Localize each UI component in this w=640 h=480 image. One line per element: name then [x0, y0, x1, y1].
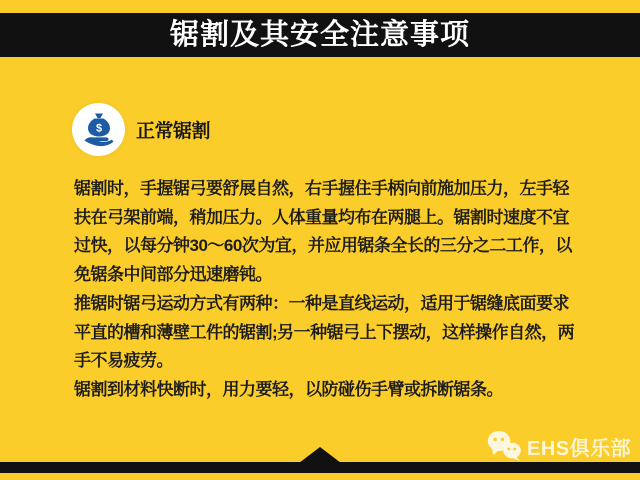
body-line: 平直的槽和薄壁工件的锯割;另一种锯弓上下摆动，这样操作自然，两 [74, 322, 575, 342]
brand-label: EHS俱乐部 [527, 437, 632, 460]
page-title: 锯割及其安全注意事项 [169, 19, 470, 51]
body-line: 锯割到材料快断时，用力要轻，以防碰伤手臂或拆断锯条。 [74, 379, 503, 399]
title-bar [0, 13, 640, 57]
up-triangle-pointer [299, 447, 341, 463]
section-header [72, 103, 210, 156]
wechat-icon [487, 430, 522, 462]
body-line: 推锯时锯弓运动方式有两种：一种是直线运动，适用于锯缝底面要求 [74, 293, 569, 313]
brand-footer [487, 430, 631, 462]
body-text [74, 175, 579, 405]
dollar-symbol: $ [95, 122, 102, 135]
body-line: 手不易疲劳。 [74, 351, 173, 371]
bottom-bar [0, 462, 640, 473]
body-line: 免锯条中间部分迅速磨钝。 [74, 265, 272, 285]
section-heading: 正常锯割 [136, 121, 211, 142]
body-line: 锯割时，手握锯弓要舒展自然，右手握住手柄向前施加压力，左手轻 [74, 179, 569, 198]
body-line: 扶在弓架前端，稍加压力。人体重量均布在两腿上。锯割时速度不宜 [74, 207, 569, 227]
money-bag-in-hand-icon [72, 103, 125, 156]
body-line: 过快，以每分钟30～60次为宜，并应用锯条全长的三分之二工作，以 [74, 236, 572, 256]
